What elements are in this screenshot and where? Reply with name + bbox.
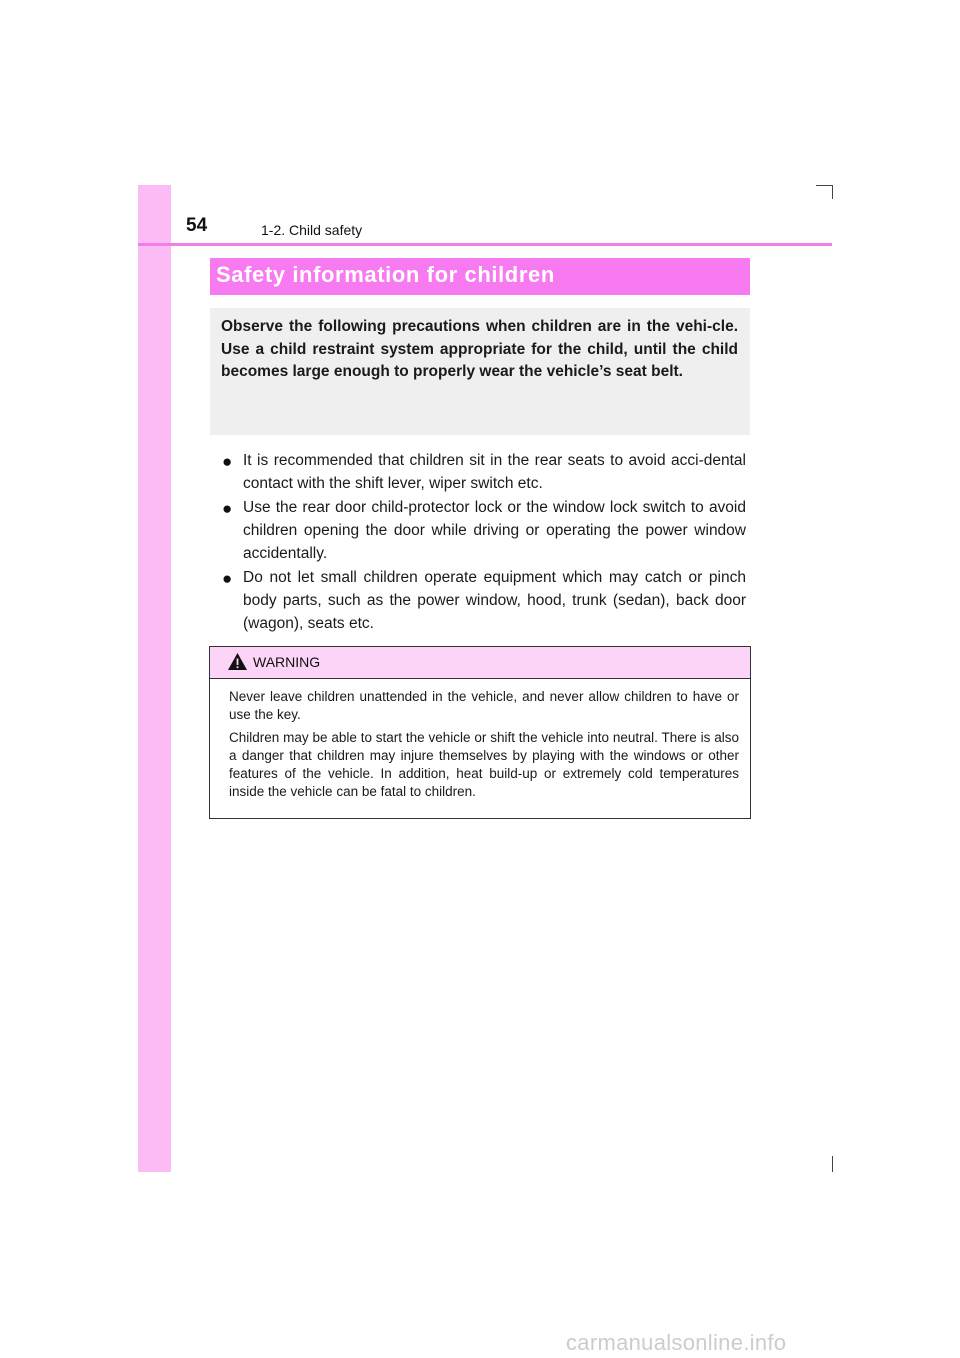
warning-paragraph: Never leave children unattended in the vehicle, and never allow children to have or use the key. bbox=[229, 689, 739, 722]
watermark: carmanualsonline.info bbox=[566, 1330, 787, 1355]
page-number: 54 bbox=[186, 215, 208, 236]
intro-text: Observe the following precautions when children are in the vehi-cle. Use a child restraint system appropriate for the child, until the child becomes large enough to properly wear the vehicle’s seat belt. bbox=[221, 318, 738, 380]
list-item bbox=[222, 449, 746, 495]
warning-box bbox=[209, 646, 751, 819]
bullet-icon: ● bbox=[222, 452, 233, 471]
list-item-text: Do not let small children operate equipment which may catch or pinch body parts, such as the power window, hood, trunk (sedan), back door (wagon), seats etc. bbox=[243, 569, 746, 632]
warning-body bbox=[229, 688, 739, 806]
list-item bbox=[222, 566, 746, 635]
intro-box bbox=[210, 308, 750, 435]
warning-header bbox=[210, 647, 750, 679]
bullet-icon: ● bbox=[222, 569, 233, 588]
header-rule bbox=[138, 243, 832, 246]
warning-paragraph: Children may be able to start the vehicle or shift the vehicle into neutral. There is also a danger that children may injure themselves by playing with the windows or other features of the vehicle. In addition, heat build-up or extremely cold temperatures inside the vehicle can be fatal to children. bbox=[229, 730, 739, 799]
side-tab bbox=[138, 185, 171, 1172]
list-item bbox=[222, 496, 746, 565]
section-title-banner bbox=[210, 258, 750, 295]
crop-mark-top-right-v bbox=[832, 185, 833, 199]
crop-mark-bottom-right bbox=[832, 1156, 833, 1172]
crop-mark-top-right-h bbox=[816, 185, 833, 186]
warning-label: WARNING bbox=[253, 654, 321, 670]
list-item-text: Use the rear door child-protector lock or the window lock switch to avoid children opening the door while driving or operating the power window accidentally. bbox=[243, 499, 746, 562]
page-title: Safety information for children bbox=[216, 262, 555, 287]
list-item-text: It is recommended that children sit in the rear seats to avoid acci-dental contact with the shift lever, wiper switch etc. bbox=[243, 452, 746, 492]
warning-triangle-icon bbox=[227, 652, 248, 671]
bullet-list bbox=[222, 449, 746, 636]
bullet-icon: ● bbox=[222, 499, 233, 518]
section-breadcrumb: 1-2. Child safety bbox=[261, 222, 363, 238]
